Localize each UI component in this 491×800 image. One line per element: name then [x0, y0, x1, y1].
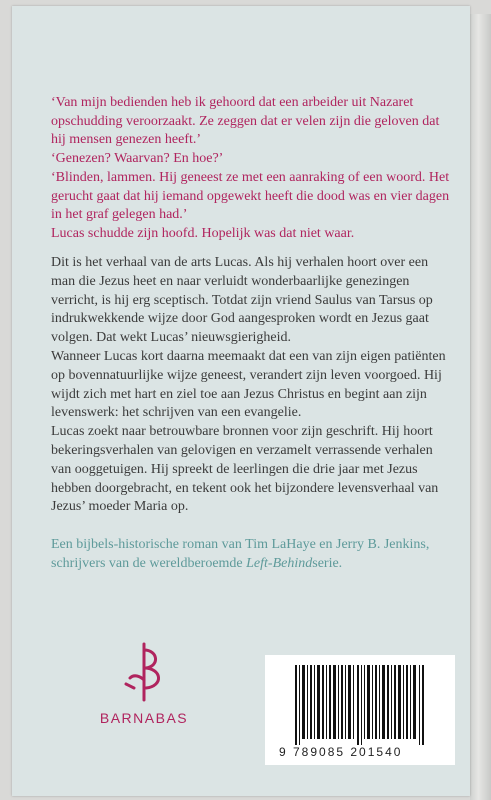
publisher-name: BARNABAS	[99, 710, 189, 726]
publisher-logo	[84, 640, 204, 750]
barcode-icon	[295, 665, 430, 745]
blurb-paragraph: Wanneer Lucas kort daarna meemaakt dat een van zijn eigen patiënten op bovennatuurlijke wijze geneest, verandert zijn leven voorgoed. Hij wijdt zich met hart en ziel toe aan Jezus Christus en begint aan zijn levenswerk: het schrijven van een evangelie.	[51, 348, 446, 421]
tagline-line-2-prefix: schrijvers van de wereldberoemde	[51, 556, 247, 571]
blurb-paragraph: Lucas zoekt naar betrouwbare bronnen voor zijn geschrift. Hij hoort bekeringsverhalen van gelovigen en verzamelt verrassende verhalen van ooggetuigen. Hij spreekt de leerlingen die drie jaar met Jezus hebben doorgebracht, en tekent ook het bijzondere levensverhaal van Jezus’ moeder Maria op.	[51, 424, 439, 515]
tagline-line-2-suffix: serie.	[312, 556, 343, 571]
isbn-digits: 9 789085 201540	[279, 745, 403, 759]
blurb-paragraph: Dit is het verhaal van de arts Lucas. Als hij verhalen hoort over een man die Jezus heet en naar verluidt wonderbaarlijke genezingen verricht, is hij erg sceptisch. Totdat zijn vriend Saulus van Tarsus op indrukwekkende wijze door God aangesproken wordt en Jezus gaat volgen. Dat wekt Lucas’ nieuwsgierigheid.	[51, 255, 433, 346]
blurb-body	[51, 254, 451, 517]
author-tagline	[51, 535, 451, 573]
quote-line: ‘Blinden, lammen. Hij geneest ze met een aanraking of een woord. Het gerucht gaat dat hij iemand opgewekt heeft die dood was en vier dagen in het graf gelegen had.’	[51, 169, 450, 223]
barnabas-logo-icon	[104, 640, 184, 710]
quote-block	[51, 94, 451, 244]
barcode-area	[265, 655, 455, 765]
tagline-line-1: Een bijbels-historische roman van Tim LaHaye en Jerry B. Jenkins,	[51, 537, 430, 552]
quote-line: ‘Van mijn bedienden heb ik gehoord dat een arbeider uit Nazaret opschudding veroorzaakt. Ze zeggen dat er velen zijn die geloven dat hij mensen genezen heeft.’	[51, 95, 440, 148]
quote-line: ‘Genezen? Waarvan? En hoe?’	[51, 151, 224, 167]
tagline-series-name: Left-Behind	[246, 556, 313, 571]
page-edge	[470, 14, 491, 800]
quote-line: Lucas schudde zijn hoofd. Hopelijk was dat niet waar.	[51, 225, 355, 241]
